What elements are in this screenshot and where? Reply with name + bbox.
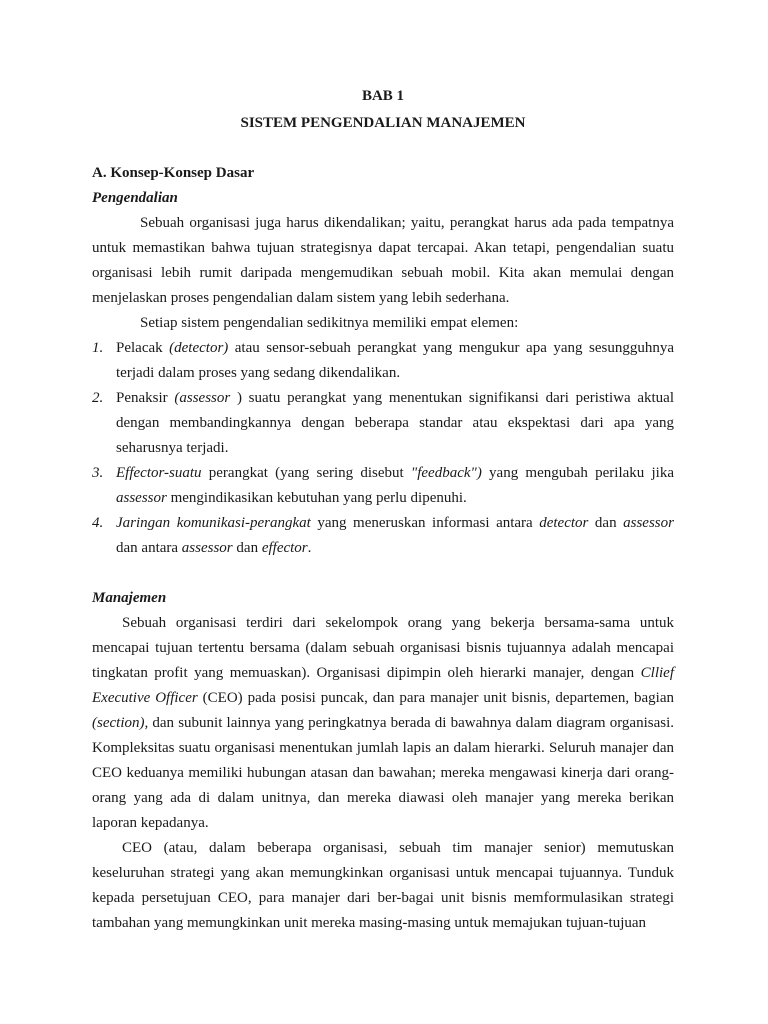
list-number: 2.	[92, 390, 104, 406]
list-term: Effector-suatu	[116, 465, 202, 481]
list-term: detector	[539, 515, 589, 531]
list-text: yang meneruskan informasi antara	[310, 515, 540, 531]
list-term: (assessor	[174, 390, 231, 406]
paragraph-term: (section),	[92, 715, 149, 731]
paragraph-text: Sebuah organisasi terdiri dari sekelompok orang yang bekerja bersama-sama untuk mencapai tujuan tertentu bersama (dalam sebuah organisasi bisnis tujuannya adalah mencapai tingkatan profit yang memuaskan). Organisasi dipimpin oleh hierarki manajer, dengan	[92, 615, 674, 681]
paragraph-term: Cllief Executive Officer	[92, 665, 674, 706]
list-text: ) suatu perangkat yang menentukan signifikansi dari peristiwa aktual dengan membandingkannya dengan beberapa standar atau ekspektasi dari apa yang seharusnya terjadi.	[116, 390, 674, 456]
subheading-manajemen: Manajemen	[92, 590, 167, 606]
list-text: .	[307, 540, 312, 556]
list-text: yang mengubah perilaku jika	[481, 465, 674, 481]
list-term: assessor	[116, 490, 167, 506]
paragraph: Setiap sistem pengendalian sedikitnya memiliki empat elemen:	[140, 315, 519, 331]
list-text: dan antara	[116, 540, 182, 556]
subheading-pengendalian: Pengendalian	[92, 190, 178, 206]
section-heading: A. Konsep-Konsep Dasar	[92, 165, 255, 181]
list-term: (detector)	[169, 340, 229, 356]
list-text: mengindikasikan kebutuhan yang perlu dipenuhi.	[166, 490, 467, 506]
list-number: 3.	[92, 465, 104, 481]
paragraph: Sebuah organisasi juga harus dikendalikan; yaitu, perangkat harus ada pada tempatnya untuk memastikan bahwa tujuan strategisnya dapat tercapai. Akan tetapi, pengendalian suatu organisasi lebih rumit daripada mengemudikan sebuah mobil. Kita akan memulai dengan menjelaskan proses pengendalian dalam sistem yang lebih sederhana.	[92, 215, 674, 306]
chapter-number: BAB 1	[361, 88, 405, 104]
list-text: Pelacak	[116, 340, 170, 356]
list-text: dan	[588, 515, 624, 531]
list-term: assessor	[181, 540, 233, 556]
list-number: 1.	[92, 340, 104, 356]
list-term: Jaringan komunikasi-perangkat	[116, 515, 311, 531]
list-item	[92, 511, 674, 561]
element-list	[92, 336, 674, 561]
list-term: "feedback")	[410, 465, 482, 481]
list-text: perangkat (yang sering disebut	[201, 465, 411, 481]
paragraph-text: dan subunit lainnya yang peringkatnya berada di bawahnya dalam diagram organisasi. Kompleksitas suatu organisasi menentukan jumlah lapis an dalam hierarki. Seluruh manajer dan CEO keduanya memiliki hubungan atasan dan bawahan; mereka mengawasi kinerja dari orang-orang yang ada di dalam unitnya, dan mereka diawasi oleh manajer yang mereka berikan laporan kepadanya.	[92, 715, 674, 831]
list-item	[92, 386, 674, 461]
list-text: atau sensor-sebuah perangkat yang mengukur apa yang sesungguhnya terjadi dalam proses yang sedang dikendalikan.	[116, 340, 674, 381]
list-item	[92, 336, 674, 386]
list-text: dan	[232, 540, 262, 556]
paragraph: CEO (atau, dalam beberapa organisasi, sebuah tim manajer senior) memutuskan keseluruhan strategi yang akan memungkinkan organisasi untuk mencapai tujuannya. Tunduk kepada persetujuan CEO, para manajer dari ber-bagai unit bisnis memformulasikan strategi tambahan yang memungkinkan unit mereka masing-masing untuk memajukan tujuan-tujuan	[92, 840, 674, 931]
list-number: 4.	[92, 515, 104, 531]
chapter-title: SISTEM PENGENDALIAN MANAJEMEN	[240, 115, 526, 131]
list-term: effector	[261, 540, 308, 556]
list-text: Penaksir	[116, 390, 175, 406]
list-item	[92, 461, 674, 511]
paragraph	[92, 611, 674, 836]
paragraph-text: (CEO) pada posisi puncak, dan para manajer unit bisnis, departemen, bagian	[197, 690, 674, 706]
list-term: assessor	[623, 515, 674, 531]
spacer	[92, 561, 674, 586]
